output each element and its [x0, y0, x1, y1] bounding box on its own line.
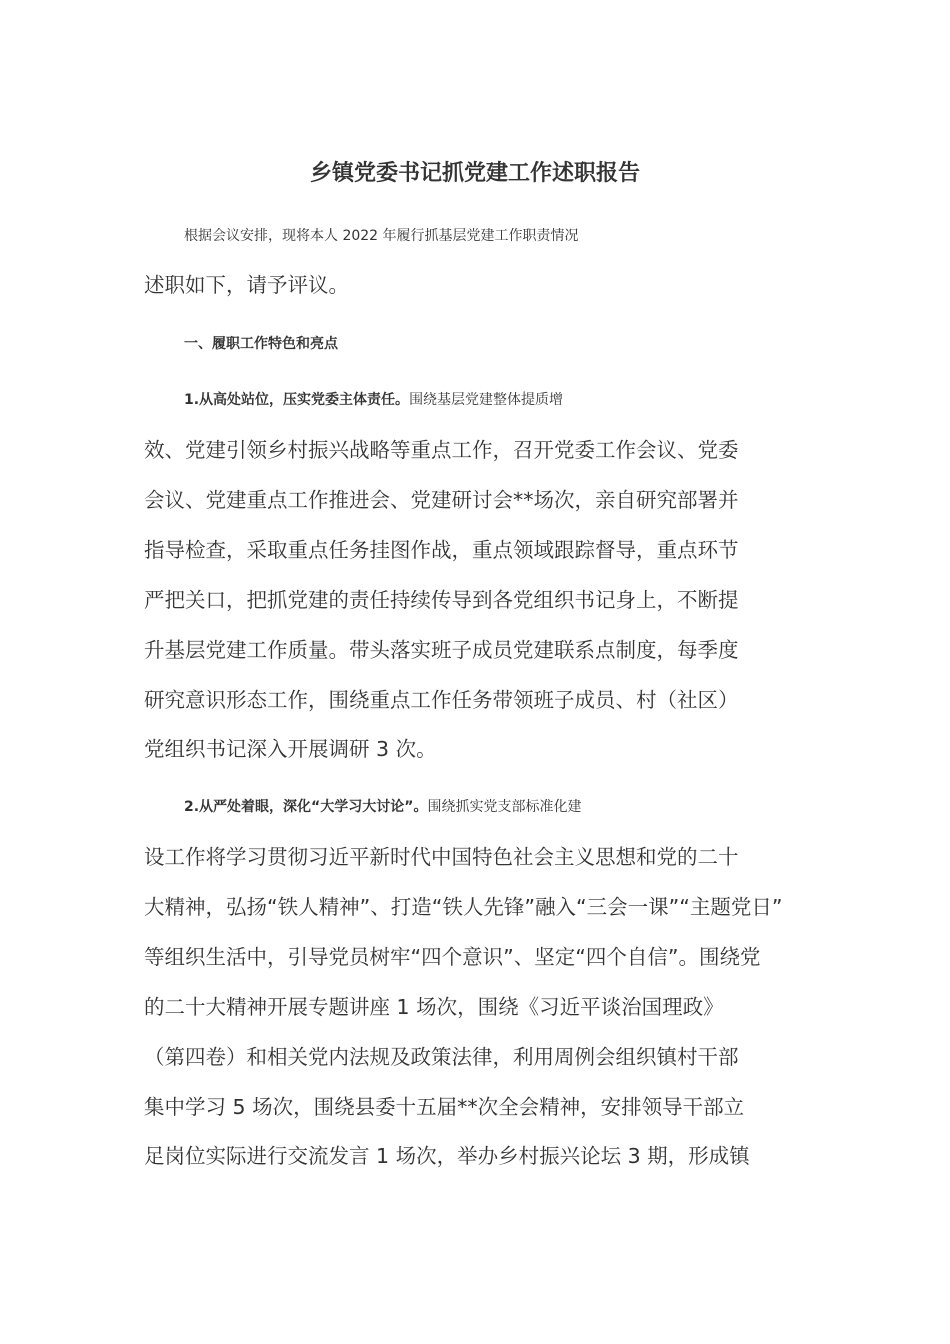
item2-line: （第四卷）和相关党内法规及政策法律，利用周例会组织镇村干部 [144, 1045, 739, 1069]
item2-line: 集中学习 5 场次，围绕县委十五届**次全会精神，安排领导干部立 [144, 1095, 745, 1119]
item1-line: 指导检查，采取重点任务挂图作战，重点领域跟踪督导，重点环节 [144, 538, 739, 562]
item1-line: 升基层党建工作质量。带头落实班子成员党建联系点制度，每季度 [144, 638, 739, 662]
section-heading: 一、履职工作特色和亮点 [184, 336, 338, 352]
item1-lead: 1.从高处站位，压实党委主体责任。 [184, 392, 410, 408]
item2-first-line-rest: 围绕抓实党支部标准化建 [427, 799, 582, 815]
item2-lead: 2.从严处着眼，深化“大学习大讨论”。 [184, 799, 428, 815]
item1-first-line [184, 385, 864, 415]
item2-first-line [184, 792, 864, 822]
item1-line: 研究意识形态工作，围绕重点工作任务带领班子成员、村（社区） [144, 688, 739, 712]
item2-line: 设工作将学习贯彻习近平新时代中国特色社会主义思想和党的二十 [144, 845, 739, 869]
item2-line: 大精神，弘扬“铁人精神”、打造“铁人先锋”融入“三会一课”“主题党日” [144, 895, 783, 919]
item2-line: 足岗位实际进行交流发言 1 场次，举办乡村振兴论坛 3 期，形成镇 [144, 1144, 750, 1168]
intro-line-1: 根据会议安排，现将本人 2022 年履行抓基层党建工作职责情况 [184, 228, 579, 244]
document-title: 乡镇党委书记抓党建工作述职报告 [309, 161, 640, 186]
item1-line: 会议、党建重点工作推进会、党建研讨会**场次，亲自研究部署并 [144, 488, 739, 512]
item2-line: 的二十大精神开展专题讲座 1 场次，围绕《习近平谈治国理政》 [144, 995, 724, 1019]
intro-line-2: 述职如下，请予评议。 [144, 273, 349, 297]
item1-line: 党组织书记深入开展调研 3 次。 [144, 737, 437, 761]
item1-first-line-rest: 围绕基层党建整体提质增 [409, 392, 564, 408]
item1-line: 效、党建引领乡村振兴战略等重点工作，召开党委工作会议、党委 [144, 438, 739, 462]
item1-line: 严把关口，把抓党建的责任持续传导到各党组织书记身上，不断提 [144, 588, 739, 612]
item2-line: 等组织生活中，引导党员树牢“四个意识”、坚定“四个自信”。围绕党 [144, 945, 761, 969]
